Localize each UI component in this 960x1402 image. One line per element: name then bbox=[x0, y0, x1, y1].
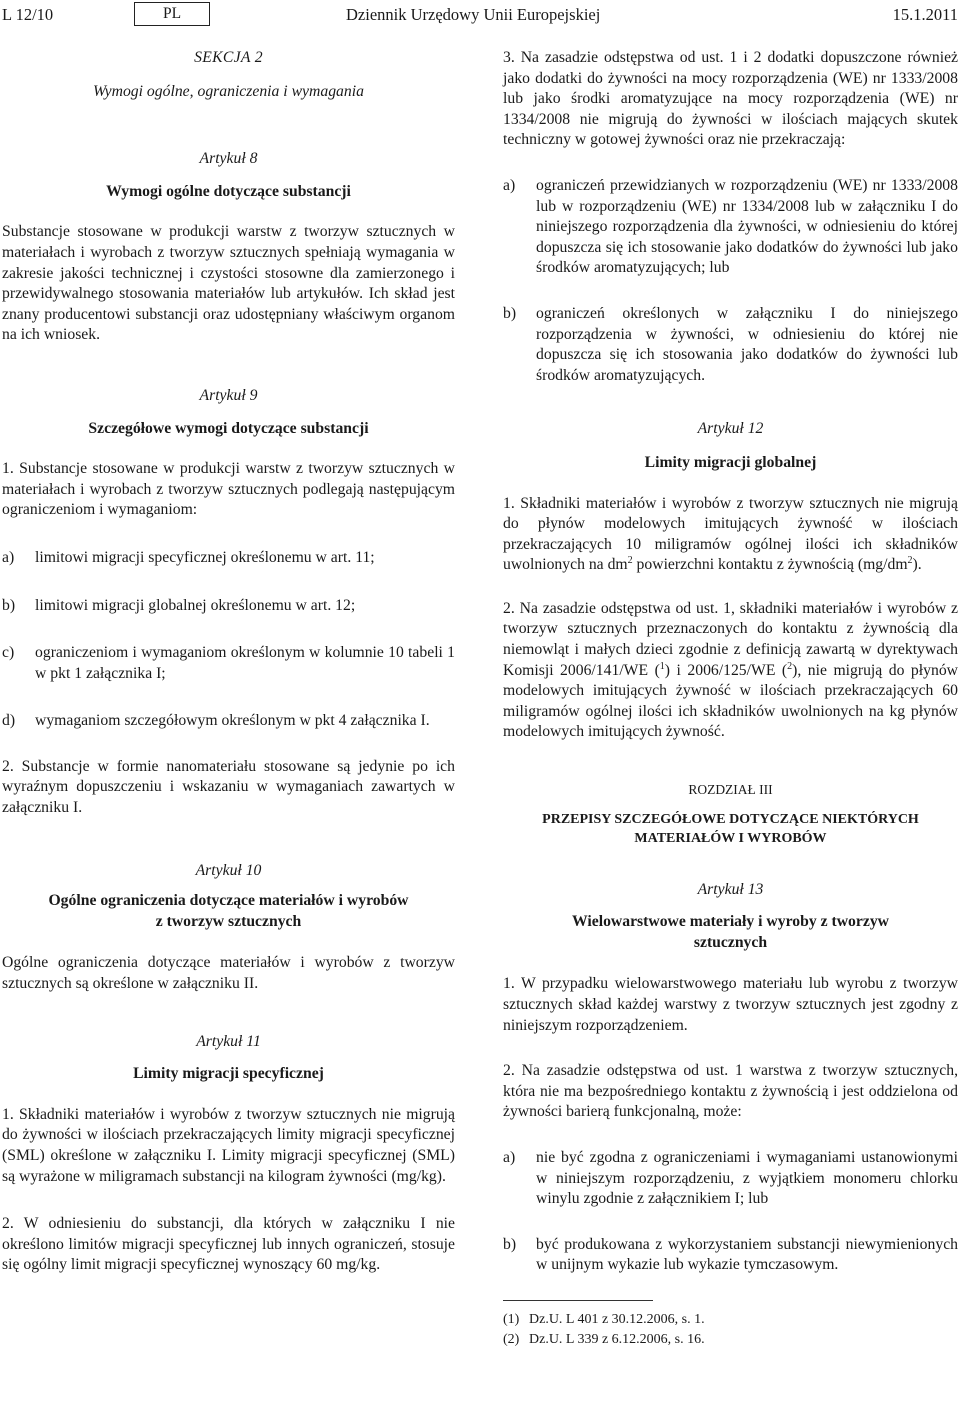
article-9-item-c bbox=[2, 643, 455, 684]
article-10-text: Ogólne ograniczenia dotyczące materiałów i wyrobów z tworzyw sztucznych są określone w załączniku II. bbox=[2, 954, 455, 993]
item-marker: c) bbox=[2, 644, 15, 662]
article-13-item-b bbox=[503, 1235, 958, 1276]
article-13-paragraph-1: 1. W przypadku wielowarstwowego materiału lub wyrobu z tworzyw sztucznych skład każdej warstwy z tworzyw sztucznych jest zgodny z niniejszym rozporządzeniem. bbox=[503, 975, 958, 1034]
article-10-title-line-2: z tworzyw sztucznych bbox=[155, 912, 302, 930]
article-9-item-d bbox=[2, 711, 455, 732]
article-12-title: Limity migracji globalnej bbox=[644, 453, 817, 471]
superscript: 2 bbox=[907, 555, 913, 567]
right-column bbox=[503, 46, 958, 1350]
item-text: ograniczeniom i wymaganiom określonym w kolumnie 10 tabeli 1 w pkt 1 załącznika I; bbox=[35, 644, 455, 682]
article-10-title-line-1: Ogólne ograniczenia dotyczące materiałów i wyrobów bbox=[48, 892, 409, 910]
article-11-title: Limity migracji specyficznej bbox=[133, 1065, 324, 1083]
article-13-item-a bbox=[503, 1148, 958, 1210]
footnote-text: Dz.U. L 401 z 30.12.2006, s. 1. bbox=[529, 1311, 705, 1327]
item-marker: a) bbox=[503, 176, 516, 194]
language-box: PL bbox=[134, 2, 210, 26]
article-9-paragraph-1: 1. Substancje stosowane w produkcji warstw z tworzyw sztucznych w materiałach i wyrobach z tworzyw sztucznych podlegają następującym ograniczeniom i wymaganiom: bbox=[2, 460, 455, 519]
article-13-paragraph-2: 2. Na zasadzie odstępstwa od ust. 1 warstwa z tworzyw sztucznych, która nie ma bezpośredniego kontaktu z żywnością i jest oddzielona od żywności barierą funkcjonalną, może: bbox=[503, 1062, 958, 1121]
journal-title: Dziennik Urzędowy Unii Europejskiej bbox=[346, 5, 601, 24]
superscript: 2 bbox=[627, 555, 633, 567]
article-11-paragraph-2: 2. W odniesieniu do substancji, dla których w załączniku I nie określono limitów migracji specyficznej lub innych ograniczeń, stosuje się ogólny limit migracji specyficznej wynoszący 60 mg/kg. bbox=[2, 1215, 455, 1274]
footnote-marker: (2) bbox=[503, 1331, 520, 1347]
item-marker: b) bbox=[2, 596, 16, 614]
text-run: ) i 2006/125/WE ( bbox=[664, 661, 788, 679]
article-9-item-b bbox=[2, 596, 455, 617]
item-text: limitowi migracji globalnej określonemu w art. 12; bbox=[35, 596, 356, 614]
footnote-rule bbox=[503, 1300, 653, 1301]
article-13-title-line-1: Wielowarstwowe materiały i wyroby z tworzyw bbox=[571, 913, 889, 931]
footnote-1 bbox=[503, 1310, 958, 1330]
item-text: ograniczeń przewidzianych w rozporządzeniu (WE) nr 1333/2008 lub w rozporządzeniu (WE) nr 1334/2008 lub w załączniku I do niniejszego rozporządzenia dla żywności, w odniesieniu do której dopuszcza się ich stosowanie jako dodatków do żywności lub jako środków aromatyzujących; lub bbox=[536, 176, 958, 277]
article-10-label: Artykuł 10 bbox=[195, 861, 262, 879]
article-12-paragraph-2 bbox=[503, 599, 958, 743]
item-text: być produkowana z wykorzystaniem substancji niewymienionych w unijnym wykazie lub wykazie tymczasowym. bbox=[536, 1235, 958, 1274]
footnotes bbox=[503, 1300, 958, 1350]
item-text: nie być zgodna z ograniczeniami i wymaganiami ustanowionymi w niniejszym rozporządzeniu, z wyjątkiem monomeru chlorku winylu zgodnie z załącznikiem I; lub bbox=[536, 1148, 958, 1208]
item-text: limitowi migracji specyficznej określonemu w art. 11; bbox=[35, 548, 375, 566]
article-8-text: Substancje stosowane w produkcji warstw z tworzyw sztucznych w materiałach i wyrobach z tworzyw sztucznych spełniają wymagania w zakresie jakości technicznej i czystości stosowne dla zamierzonego i przewidywalnego stosowania materiałów lub artykułów. Ich skład jest znany producentowi substancji oraz udostępniany właściwym organom na ich wniosek. bbox=[2, 223, 455, 344]
text-run: 1. Składniki materiałów i wyrobów z tworzyw sztucznych nie migrują do płynów modelowych imitujących żywność w ilościach przekraczających 10 miligramów ogólnej ilości ich składników uwolnionych na dm bbox=[503, 494, 958, 574]
article-9-title: Szczegółowe wymogi dotyczące substancji bbox=[88, 419, 369, 437]
footnote-2 bbox=[503, 1330, 958, 1350]
article-9-item-a bbox=[2, 548, 455, 569]
footnote-ref[interactable]: 2 bbox=[787, 660, 793, 672]
item-text: ograniczeń określonych w załączniku I do niniejszego rozporządzenia w żywności, w odniesieniu do której nie dopuszcza się ich stosowania jako dodatków do żywności lub środków aromatyzujących. bbox=[536, 304, 958, 384]
article-11-paragraph-1: 1. Składniki materiałów i wyrobów z tworzyw sztucznych nie migrują do żywności w ilościach przekraczających limity migracji specyficznej (SML) określone w załączniku I. Limity migracji specyficznej (SML) są wyrażone w miligramach substancji na kilogram żywności (mg/kg). bbox=[2, 1105, 455, 1185]
item-text: wymaganiom szczegółowym określonym w pkt 4 załącznika I. bbox=[35, 712, 430, 730]
article-11-paragraph-3: 3. Na zasadzie odstępstwa od ust. 1 i 2 dodatki dopuszczone również jako dodatki do żywności na mocy rozporządzenia (WE) nr 1333/2008 lub jako środki aromatyzujące na mocy rozporządzenia (WE) nr 1334/2008 nie migrują do żywności w ilościach mających skutek techniczny w gotowej żywności oraz nie przekraczają: bbox=[503, 49, 958, 149]
article-12-paragraph-1 bbox=[503, 494, 958, 576]
article-9-paragraph-2: 2. Substancje w formie nanomateriału stosowane są jedynie po ich wyraźnym dopuszczeniu i wskazaniu w wymaganiach zawartych w załączniku I. bbox=[2, 757, 455, 817]
section-title: Wymogi ogólne, ograniczenia i wymagania bbox=[93, 82, 364, 100]
item-marker: a) bbox=[2, 548, 15, 566]
text-run: 2. Na zasadzie odstępstwa od ust. 1, składniki materiałów i wyrobów z tworzyw sztucznych przeznaczonych do kontaktu z żywnością dla niemowląt i małych dzieci zgodnie z definicją zawartą w dyrektywach Komisji 2006/141/WE ( bbox=[503, 599, 958, 679]
text-run: ), nie migrują do płynów modelowych imitujących żywność w ilościach przekraczających 60 miligramów ogólnej ilości ich składników uwolnionych na kg płynów modelowych imitujących żywność. bbox=[503, 661, 958, 741]
article-13-label: Artykuł 13 bbox=[697, 880, 764, 898]
article-13-title-line-2: sztucznych bbox=[693, 933, 768, 951]
article-8-title: Wymogi ogólne dotyczące substancji bbox=[106, 182, 351, 200]
article-8-label: Artykuł 8 bbox=[199, 150, 258, 168]
text-run: ). bbox=[912, 556, 922, 574]
article-12-label: Artykuł 12 bbox=[697, 420, 764, 438]
footnote-marker: (1) bbox=[503, 1311, 520, 1327]
left-column bbox=[2, 46, 455, 1276]
page-number: L 12/10 bbox=[2, 5, 54, 24]
article-11-label: Artykuł 11 bbox=[196, 1032, 261, 1050]
chapter-title-line-1: PRZEPISY SZCZEGÓŁOWE DOTYCZĄCE NIEKTÓRYCH bbox=[542, 811, 919, 827]
chapter-title-line-2: MATERIAŁÓW I WYROBÓW bbox=[634, 830, 827, 846]
item-marker: b) bbox=[503, 304, 517, 322]
footnote-text: Dz.U. L 339 z 6.12.2006, s. 16. bbox=[529, 1331, 705, 1347]
item-marker: a) bbox=[503, 1148, 516, 1166]
article-9-label: Artykuł 9 bbox=[199, 386, 258, 404]
chapter-label: ROZDZIAŁ III bbox=[688, 782, 773, 798]
item-marker: d) bbox=[2, 712, 16, 730]
item-marker: b) bbox=[503, 1235, 517, 1253]
publication-date: 15.1.2011 bbox=[892, 5, 958, 24]
article-11-item-b bbox=[503, 304, 958, 386]
page-header bbox=[0, 0, 960, 26]
section-label: SEKCJA 2 bbox=[194, 49, 263, 66]
article-11-item-a bbox=[503, 176, 958, 279]
text-run: powierzchni kontaktu z żywnością (mg/dm bbox=[632, 556, 908, 574]
footnote-ref[interactable]: 1 bbox=[659, 660, 665, 672]
